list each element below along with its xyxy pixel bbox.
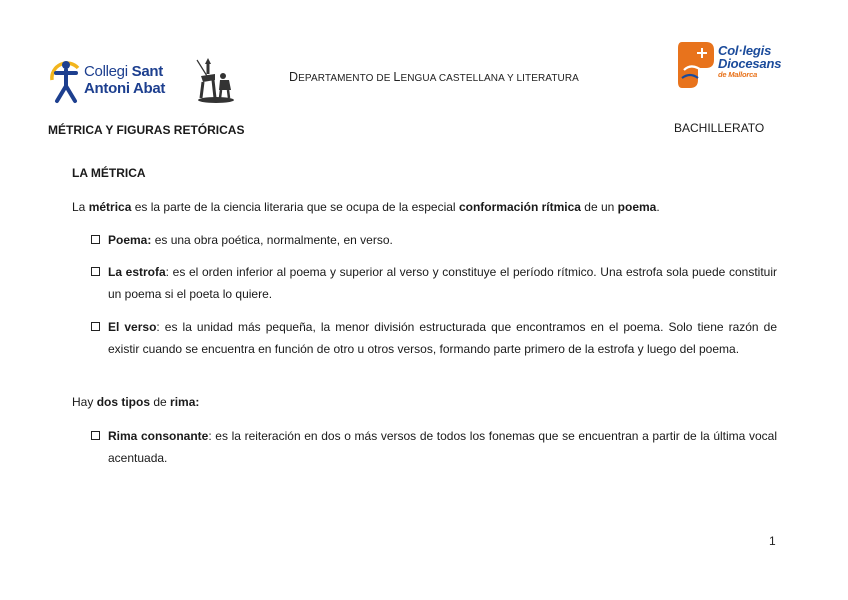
- quixote-silhouette-icon: [193, 56, 239, 106]
- bold-text: La estrofa: [108, 265, 166, 279]
- course-level: BACHILLERATO: [674, 121, 765, 135]
- department-text-run: D: [289, 70, 299, 84]
- department-text-run: L: [393, 70, 401, 84]
- text-run: es la parte de la ciencia literaria que se ocupa de la especial: [131, 200, 459, 214]
- text-run: de: [150, 395, 171, 409]
- bold-text: El verso: [108, 320, 157, 334]
- diocesan-emblem-icon: [676, 40, 718, 90]
- bold-text: Rima consonante: [108, 429, 209, 443]
- school-emblem-icon: [48, 56, 84, 106]
- checkbox-bullet-icon: [91, 235, 100, 244]
- page-number: 1: [769, 534, 776, 548]
- text-run: La: [72, 200, 89, 214]
- list-item-text: [108, 229, 777, 251]
- text-run: : es la reiteración en dos o más versos de todos los fonemas que se encuentran a partir de la última vocal acentuada.: [108, 429, 777, 465]
- department-text-run: ENGUA CASTELLANA Y LITERATURA: [400, 73, 579, 84]
- bold-text: métrica: [88, 200, 132, 214]
- bold-text: poema: [617, 200, 657, 214]
- bold-text: Poema:: [108, 233, 152, 247]
- text-run: es una obra poética, normalmente, en verso.: [151, 233, 393, 247]
- diocesan-logo-text: [718, 44, 781, 79]
- bold-text: conformación rítmica: [458, 200, 581, 214]
- checkbox-bullet-icon: [91, 322, 100, 331]
- intro-paragraph: [72, 196, 782, 218]
- logo-diocesans: Diocesans: [718, 56, 782, 71]
- text-run: : es el orden inferior al poema y superior al verso y constituye el período rítmico. Una estrofa sola puede constituir un poema si el poeta lo quiere.: [108, 265, 777, 301]
- text-run: Hay: [72, 395, 97, 409]
- checkbox-bullet-icon: [91, 431, 100, 440]
- department-text-run: EPARTAMENTO DE: [298, 73, 394, 84]
- text-run: .: [656, 200, 660, 214]
- logo-colegis: Col·legis: [718, 43, 772, 58]
- checkbox-bullet-icon: [91, 267, 100, 276]
- list-item-estrofa: [91, 261, 777, 305]
- logo-de-mallorca: de Mallorca: [718, 70, 758, 79]
- bold-text: rima:: [170, 395, 200, 409]
- logo-word-antoni-abat: Antoni Abat: [84, 80, 166, 97]
- logo-word-sant: Sant: [131, 63, 163, 80]
- list-item-rima-consonante: [91, 425, 777, 469]
- list-item-poema: [91, 229, 777, 251]
- section-heading: LA MÉTRICA: [72, 166, 146, 180]
- document-title: MÉTRICA Y FIGURAS RETÓRICAS: [48, 123, 245, 137]
- list-item-text: [108, 261, 777, 305]
- department-title: [289, 70, 579, 84]
- diocesan-logo: [676, 40, 786, 92]
- list-item-text: [108, 425, 777, 469]
- rhyme-types-paragraph: [72, 391, 782, 413]
- text-run: : es la unidad más pequeña, la menor división estructurada que encontramos en el poema. Solo tiene razón de existir cuando se encuentra en función de otro u otros versos, formando parte primero de la estrofa y luego del poema.: [108, 320, 777, 356]
- list-item-text: [108, 316, 777, 360]
- school-logo: [48, 56, 168, 106]
- school-logo-text: [84, 63, 165, 97]
- text-run: de un: [580, 200, 618, 214]
- list-item-verso: [91, 316, 777, 382]
- bold-text: dos tipos: [96, 395, 151, 409]
- logo-word-collegi: Collegi: [84, 63, 128, 80]
